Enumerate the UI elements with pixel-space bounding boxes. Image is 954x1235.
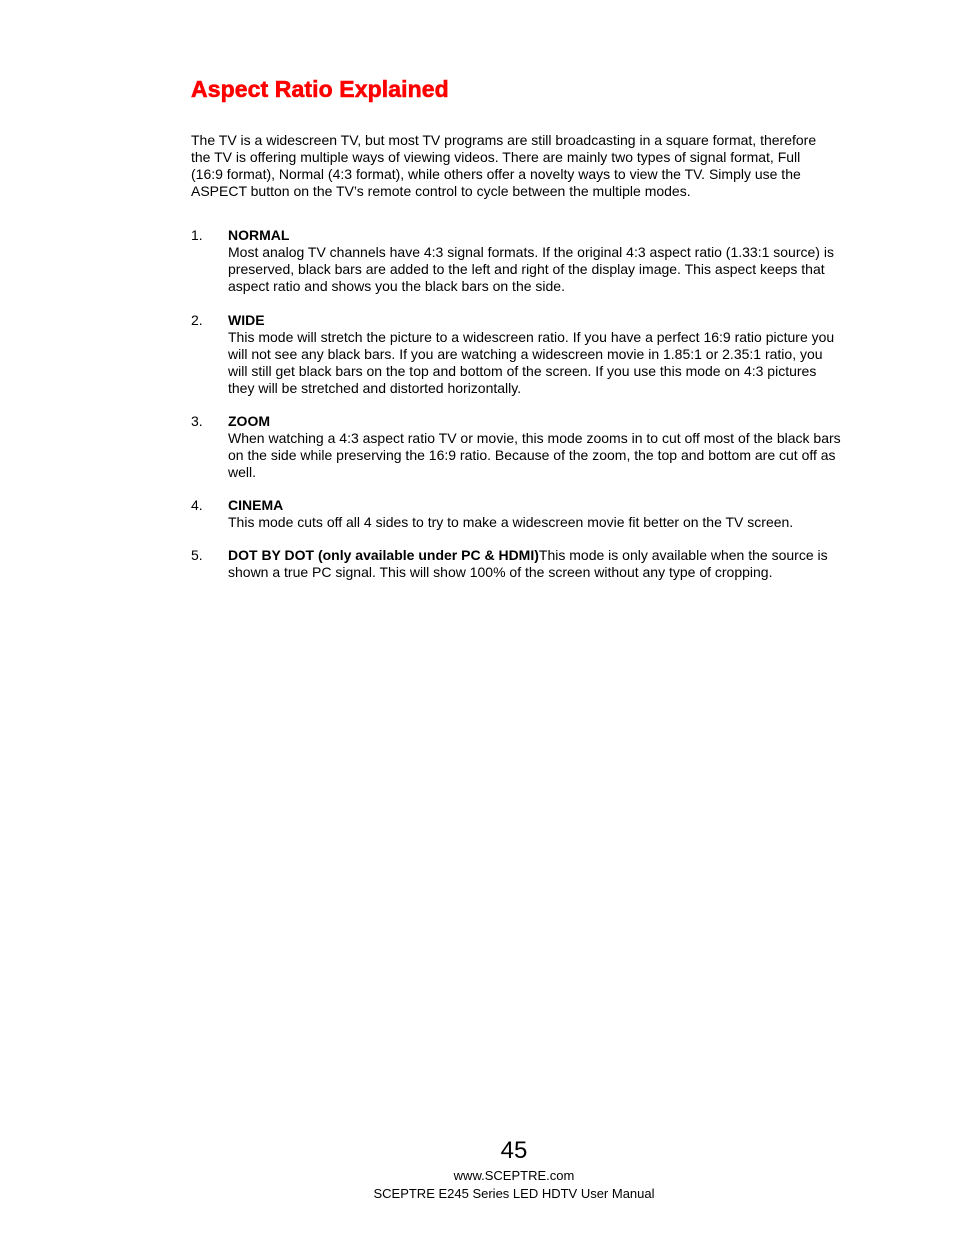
- item-heading: WIDE: [228, 312, 265, 328]
- item-heading: CINEMA: [228, 497, 284, 513]
- item-heading: ZOOM: [228, 413, 270, 429]
- list-item-wide: [191, 312, 841, 397]
- footer-website: www.SCEPTRE.com: [453, 1168, 575, 1183]
- aspect-mode-list: [191, 227, 841, 581]
- item-heading: DOT BY DOT (only available under PC & HDMI): [228, 547, 539, 563]
- list-number: 2.: [191, 312, 203, 328]
- list-item-cinema: [191, 497, 841, 531]
- list-number: 5.: [191, 547, 203, 563]
- item-body: When watching a 4:3 aspect ratio TV or movie, this mode zooms in to cut off most of the black bars on the side while preserving the 16:9 ratio. Because of the zoom, the top and bottom are cut off as well.: [228, 430, 841, 480]
- list-number: 3.: [191, 413, 203, 429]
- item-body: This mode cuts off all 4 sides to try to make a widescreen movie fit better on the TV screen.: [228, 514, 794, 530]
- intro-paragraph: The TV is a widescreen TV, but most TV programs are still broadcasting in a square format, therefore the TV is offering multiple ways of viewing videos. There are mainly two types of signal format, Full (16:9 format), Normal (4:3 format), while others offer a novelty ways to view the TV. Simply use the ASPECT button on the TV’s remote control to cycle between the multiple modes.: [191, 132, 817, 199]
- item-heading: NORMAL: [228, 227, 290, 243]
- list-number: 1.: [191, 227, 203, 243]
- footer-manual-title: SCEPTRE E245 Series LED HDTV User Manual: [373, 1186, 655, 1201]
- page-number: 45: [500, 1137, 528, 1164]
- list-item-zoom: [191, 413, 841, 481]
- list-item-dot-by-dot: [191, 547, 841, 581]
- page-title: Aspect Ratio Explained: [191, 76, 449, 102]
- item-body: This mode is only available when the source is shown a true PC signal. This will show 100% of the screen without any type of cropping.: [228, 547, 828, 580]
- item-body: This mode will stretch the picture to a widescreen ratio. If you have a perfect 16:9 ratio picture you will not see any black bars. If you are watching a widescreen movie in 1.85:1 or 2.35:1 ratio, you will still get black bars on the top and bottom of the screen. If you use this mode on 4:3 pictures they will be stretched and distorted horizontally.: [228, 329, 835, 396]
- list-item-normal: [191, 227, 841, 295]
- item-body: Most analog TV channels have 4:3 signal formats. If the original 4:3 aspect ratio (1.33:1 source) is preserved, black bars are added to the left and right of the display image. This aspect keeps that aspect ratio and shows you the black bars on the side.: [228, 244, 834, 294]
- list-number: 4.: [191, 497, 203, 513]
